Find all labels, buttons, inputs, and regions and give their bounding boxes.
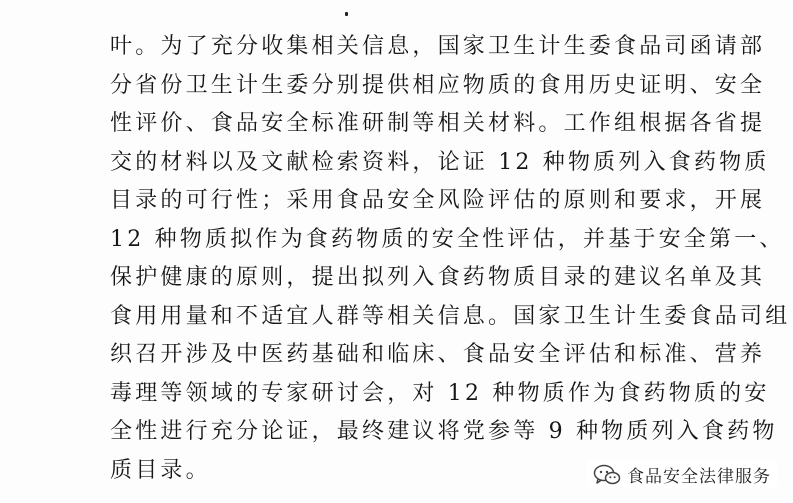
watermark-text: 食品安全法律服务	[627, 467, 771, 487]
text-line: 叶。为了充分收集相关信息，国家卫生计生委食品司函请部	[110, 34, 766, 59]
text-line: 12 种物质拟作为食药物质的安全性评估，并基于安全第一、	[110, 226, 785, 252]
text-line: 分省份卫生计生委分别提供相应物质的食用历史证明、安全	[110, 72, 766, 98]
wechat-icon	[593, 464, 621, 486]
text-line: 目录的可行性；采用食品安全风险评估的原则和要求，开展	[110, 188, 766, 213]
text-line: 食用用量和不适宜人群等相关信息。国家卫生计生委食品司组	[110, 303, 791, 329]
text-line: 毒理等领域的专家研讨会，对 12 种物质作为食药物质的安	[110, 380, 770, 406]
text-line: 保护健康的原则，提出拟列入食药物质目录的建议名单及其	[110, 265, 766, 290]
text-line: 全性进行充分论证，最终建议将党参等 9 种物质列入食药物	[110, 419, 778, 444]
text-line: 质目录。	[110, 457, 211, 483]
text-line: 织召开涉及中医药基础和临床、食品安全评估和标准、营养	[110, 342, 766, 367]
text-line: 性评价、食品安全标准研制等相关材料。工作组根据各省提	[110, 111, 766, 136]
page-mark	[345, 12, 348, 16]
text-line: 交的材料以及文献检索资料，论证 12 种物质列入食药物质	[110, 149, 770, 175]
watermark	[587, 460, 777, 489]
